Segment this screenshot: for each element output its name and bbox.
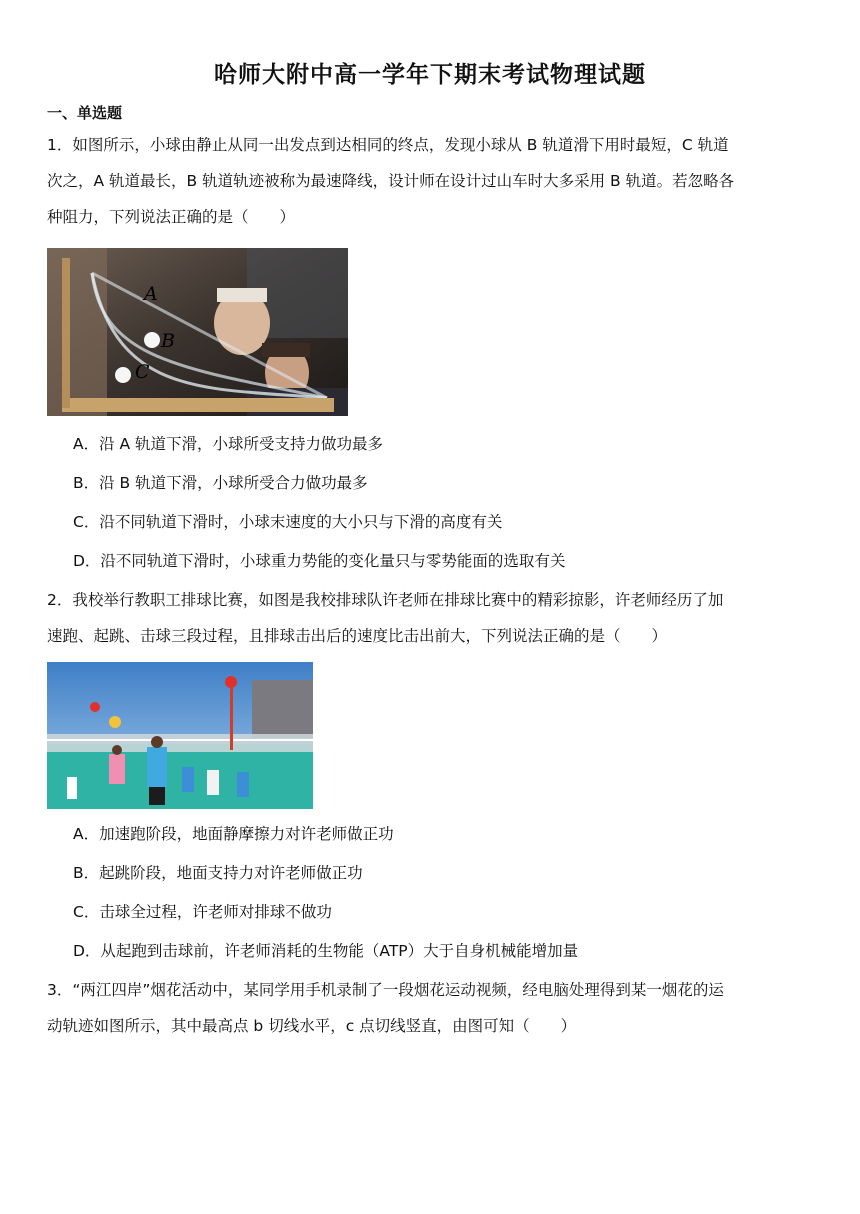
question-1-stem — [47, 127, 817, 235]
page-title: 哈师大附中高一学年下期末考试物理试题 — [214, 62, 646, 88]
track-label-b: B — [161, 330, 175, 352]
question-2-figure — [47, 662, 313, 809]
question-3-line-2: 动轨迹如图所示，其中最高点 b 切线水平，c 点切线竖直，由图可知（ ） — [47, 1017, 577, 1035]
question-3-line-1: 3．“两江四岸”烟花活动中，某同学用手机录制了一段烟花运动视频，经电脑处理得到某一烟花的运 — [47, 981, 724, 999]
section-heading: 一、单选题 — [47, 104, 123, 122]
question-1-option-d: D．沿不同轨道下滑时，小球重力势能的变化量只与零势能面的选取有关 — [73, 552, 566, 570]
question-3-stem — [47, 972, 817, 1044]
track-label-c: C — [135, 361, 150, 383]
question-2-option-b: B．起跳阶段，地面支持力对许老师做正功 — [73, 864, 363, 882]
question-2-line-1: 2．我校举行教职工排球比赛，如图是我校排球队许老师在排球比赛中的精彩掠影，许老师经历了加 — [47, 591, 724, 609]
question-1-option-c: C．沿不同轨道下滑时，小球末速度的大小只与下滑的高度有关 — [73, 513, 503, 531]
question-1-figure — [47, 248, 348, 416]
question-2-stem — [47, 582, 817, 654]
question-1-option-b: B．沿 B 轨道下滑，小球所受合力做功最多 — [73, 474, 368, 492]
question-1-line-1: 1．如图所示，小球由静止从同一出发点到达相同的终点，发现小球从 B 轨道滑下用时最短，C 轨道 — [47, 136, 729, 154]
track-label-a: A — [144, 283, 158, 305]
question-2-line-2: 速跑、起跳、击球三段过程，且排球击出后的速度比击出前大，下列说法正确的是（ ） — [47, 627, 668, 645]
question-2-option-d: D．从起跑到击球前，许老师消耗的生物能（ATP）大于自身机械能增加量 — [73, 942, 579, 960]
question-1-line-2: 次之，A 轨道最长，B 轨道轨迹被称为最速降线，设计师在设计过山车时大多采用 B 轨道。若忽略各 — [47, 172, 735, 190]
question-2-option-c: C．击球全过程，许老师对排球不做功 — [73, 903, 332, 921]
question-2-option-a: A．加速跑阶段，地面静摩擦力对许老师做正功 — [73, 825, 394, 843]
question-1-option-a: A．沿 A 轨道下滑，小球所受支持力做功最多 — [73, 435, 384, 453]
question-1-line-3: 种阻力，下列说法正确的是（ ） — [47, 208, 296, 226]
